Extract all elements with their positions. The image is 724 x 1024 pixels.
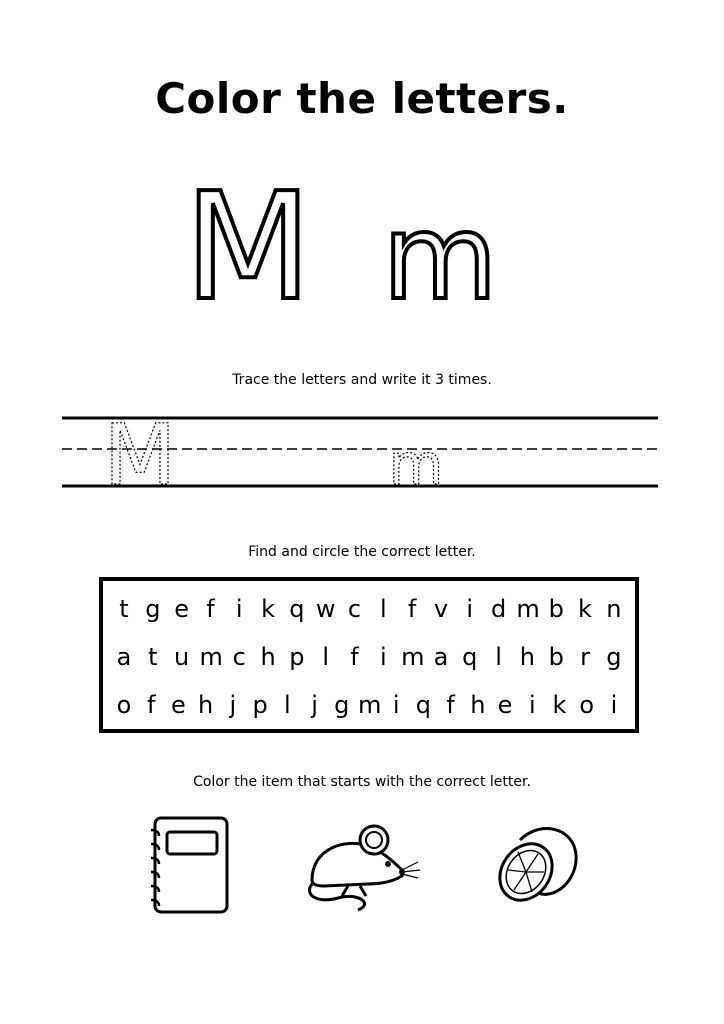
grid-letter[interactable]: i xyxy=(528,691,536,719)
grid-letter[interactable]: j xyxy=(311,691,318,719)
grid-letter[interactable]: i xyxy=(235,595,243,623)
grid-letter[interactable]: k xyxy=(552,691,567,719)
grid-letter[interactable]: k xyxy=(578,595,592,623)
grid-letter[interactable]: f xyxy=(446,691,455,719)
grid-letter[interactable]: j xyxy=(229,691,237,719)
outline-letter-lower: m xyxy=(382,188,498,320)
grid-letter[interactable]: t xyxy=(119,595,129,623)
grid-letter[interactable]: h xyxy=(519,643,535,671)
grid-letter[interactable]: f xyxy=(206,595,215,623)
grid-letter[interactable]: k xyxy=(261,595,276,623)
notebook-icon[interactable] xyxy=(145,810,235,920)
grid-letter[interactable]: m xyxy=(199,643,223,671)
grid-letter[interactable]: h xyxy=(260,643,276,671)
grid-letter[interactable]: h xyxy=(470,691,486,719)
grid-letter[interactable]: d xyxy=(490,595,507,623)
grid-letter[interactable]: b xyxy=(548,643,564,671)
grid-letter[interactable]: g xyxy=(145,595,161,623)
grid-letter[interactable]: i xyxy=(610,691,618,719)
page-title: Color the letters. xyxy=(155,74,569,123)
grid-letter[interactable]: e xyxy=(171,691,186,719)
grid-letter[interactable]: i xyxy=(392,691,400,719)
grid-letter[interactable]: g xyxy=(334,691,350,719)
grid-row xyxy=(113,691,625,719)
grid-letter[interactable]: b xyxy=(548,595,564,623)
outline-letter-upper: M xyxy=(184,170,312,320)
grid-letter[interactable]: h xyxy=(198,691,214,719)
grid-letter[interactable]: t xyxy=(148,643,158,671)
trace-letter-upper: M xyxy=(103,406,177,504)
grid-letter[interactable]: q xyxy=(462,643,478,671)
find-instruction: Find and circle the correct letter. xyxy=(248,544,476,560)
grid-letter[interactable]: l xyxy=(379,595,387,623)
grid-letter[interactable]: i xyxy=(466,595,474,623)
trace-instruction: Trace the letters and write it 3 times. xyxy=(232,372,492,388)
grid-letter[interactable]: l xyxy=(322,643,330,671)
trace-letter-lower: m xyxy=(388,433,444,498)
grid-letter[interactable]: i xyxy=(379,643,387,671)
mouse-icon[interactable] xyxy=(298,810,424,920)
grid-letter[interactable]: m xyxy=(357,691,382,719)
grid-letter[interactable]: l xyxy=(495,643,502,671)
color-instruction: Color the item that starts with the correct letter. xyxy=(193,774,531,790)
grid-letter[interactable]: n xyxy=(606,595,622,623)
grid-letter[interactable]: g xyxy=(606,643,622,671)
grid-letter[interactable]: o xyxy=(116,691,132,719)
letter-grid xyxy=(99,577,639,733)
grid-letter[interactable]: m xyxy=(401,643,425,671)
grid-letter[interactable]: c xyxy=(347,595,362,623)
grid-letter[interactable]: r xyxy=(580,643,590,671)
grid-letter[interactable]: q xyxy=(289,595,305,623)
grid-letter[interactable]: q xyxy=(415,691,432,719)
grid-letter[interactable]: p xyxy=(289,643,305,671)
grid-letter[interactable]: u xyxy=(174,643,190,671)
grid-row xyxy=(113,643,625,671)
grid-letter[interactable]: f xyxy=(146,691,156,719)
grid-letter[interactable]: m xyxy=(516,595,540,623)
grid-letter[interactable]: e xyxy=(497,691,513,719)
lemon-icon[interactable] xyxy=(492,810,582,920)
grid-letter[interactable]: f xyxy=(350,643,359,671)
grid-letter[interactable]: v xyxy=(433,595,449,623)
outline-letters xyxy=(0,170,724,320)
grid-letter[interactable]: a xyxy=(116,643,132,671)
grid-letter[interactable]: a xyxy=(433,643,449,671)
grid-letter[interactable]: e xyxy=(174,595,189,623)
tracing-lines xyxy=(60,404,660,504)
grid-row xyxy=(113,595,625,623)
grid-letter[interactable]: c xyxy=(232,643,246,671)
grid-letter[interactable]: l xyxy=(283,691,291,719)
grid-letter[interactable]: o xyxy=(579,691,595,719)
grid-letter[interactable]: f xyxy=(407,595,417,623)
grid-letter[interactable]: p xyxy=(252,691,268,719)
grid-letter[interactable]: w xyxy=(315,595,336,623)
